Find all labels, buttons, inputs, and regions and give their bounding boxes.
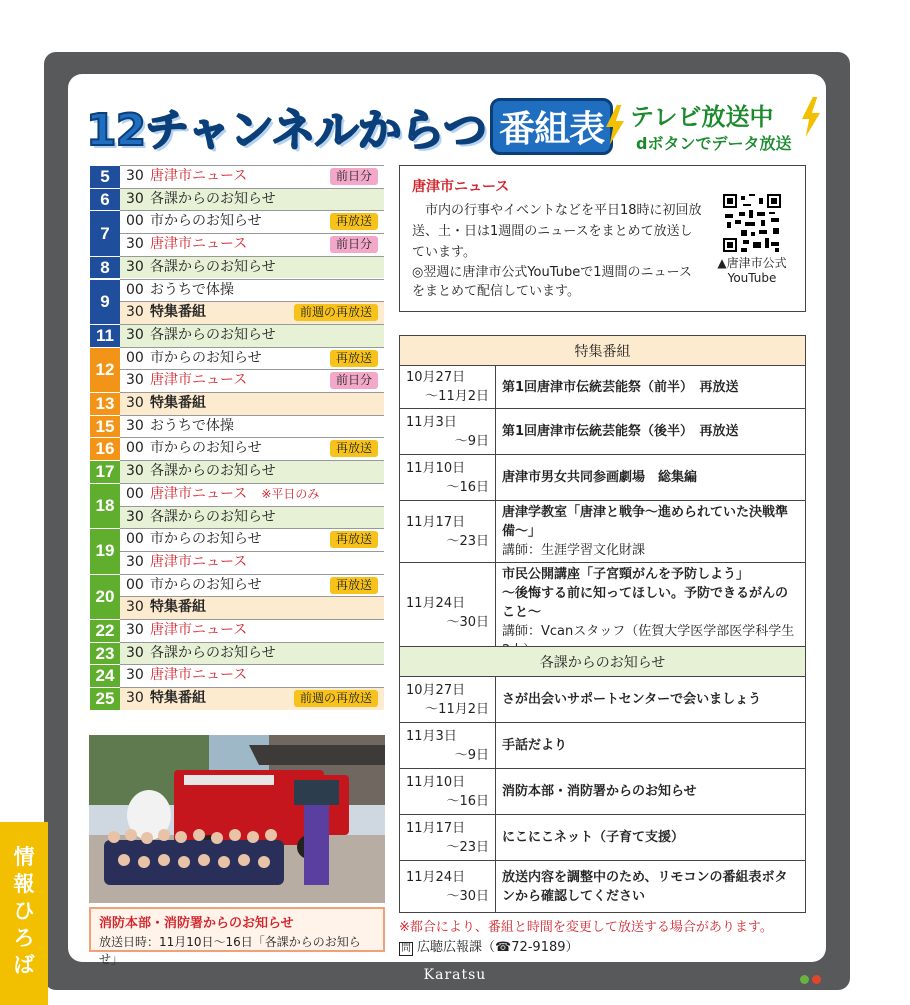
- schedule-slot: [120, 347, 384, 370]
- slot-tag-badge: 前日分: [330, 236, 378, 253]
- program-cell: [496, 409, 806, 455]
- schedule-slot: [120, 551, 384, 574]
- notice-cell: [496, 861, 806, 913]
- slot-minute: 30: [126, 168, 144, 184]
- slot-minute: 30: [126, 417, 144, 434]
- schedule-hour: 23: [90, 642, 120, 665]
- slot-minute: 30: [126, 644, 144, 661]
- slot-note: ※平日のみ: [261, 486, 320, 501]
- schedule-hour: 9: [90, 279, 120, 324]
- section-tab[interactable]: [0, 822, 48, 1005]
- schedule-slot: [120, 664, 384, 687]
- date-end: ～16日: [446, 793, 489, 809]
- red-dot-icon: [812, 975, 821, 984]
- schedule-hour: 11: [90, 324, 120, 347]
- slot-minute: 30: [126, 326, 144, 343]
- date-start: 11月24日: [406, 869, 466, 885]
- special-row: [400, 409, 806, 455]
- green-dot-icon: [800, 975, 809, 984]
- slot-tag-badge: 再放送: [330, 213, 378, 230]
- title-main: 12チャンネルからつ: [86, 105, 487, 156]
- schedule-hour: 7: [90, 210, 120, 255]
- date-end: ～9日: [454, 433, 489, 449]
- slot-program: 各課からのお知らせ: [150, 508, 276, 525]
- schedule-hour: 17: [90, 460, 120, 483]
- photo-caption-title: 消防本部・消防署からのお知らせ: [99, 916, 294, 931]
- notice-title: 消防本部・消防署からのお知らせ: [502, 784, 697, 799]
- slot-tag-badge: 再放送: [330, 577, 378, 594]
- slot-minute: 30: [126, 508, 144, 525]
- program-title: 市民公開講座「子宮頸がんを予防しよう」: [502, 567, 750, 582]
- fire-truck-photo: [89, 735, 385, 903]
- schedule-slot: [120, 210, 384, 233]
- date-start: 11月10日: [406, 460, 466, 476]
- date-end: ～23日: [446, 839, 489, 855]
- slot-program: 市からのお知らせ: [150, 349, 262, 366]
- slot-minute: 30: [126, 463, 144, 480]
- date-cell: [400, 769, 496, 815]
- schedule-slot: [120, 574, 384, 597]
- schedule-hour: 13: [90, 392, 120, 415]
- slot-program: 唐津市ニュース: [150, 622, 248, 638]
- date-end: ～11月2日: [425, 389, 489, 404]
- slot-program: 市からのお知らせ: [150, 440, 262, 457]
- date-start: 11月3日: [406, 414, 457, 430]
- slot-tag-badge: 前週の再放送: [294, 304, 378, 321]
- date-start: 11月17日: [406, 820, 466, 836]
- program-title: 第1回唐津市伝統芸能祭（後半） 再放送: [502, 424, 739, 439]
- slot-minute: 00: [126, 213, 144, 230]
- schedule-hour: 24: [90, 664, 120, 687]
- schedule-hour: 22: [90, 619, 120, 642]
- slot-minute: 30: [126, 372, 144, 389]
- date-start: 11月17日: [406, 514, 466, 530]
- date-start: 10月27日: [406, 370, 466, 385]
- notice-title: にこにこネット（子育て支援）: [502, 830, 685, 845]
- dept-table-header: 各課からのお知らせ: [400, 647, 806, 677]
- date-start: 11月24日: [406, 595, 466, 611]
- slot-program: おうちで体操: [150, 281, 234, 298]
- qr-caption: ▲唐津市公式YouTube: [717, 256, 787, 285]
- contact-text: 広聴広報課（☎72-9189）: [417, 940, 579, 955]
- side-tab-char: ば: [13, 953, 35, 977]
- date-end: ～23日: [446, 533, 489, 549]
- schedule-slot: [120, 596, 384, 619]
- date-cell: [400, 723, 496, 769]
- special-program-table: [399, 335, 806, 663]
- schedule-hour: 25: [90, 687, 120, 710]
- schedule-slot: [120, 437, 384, 460]
- slot-minute: 00: [126, 281, 144, 298]
- schedule-hour: 18: [90, 483, 120, 528]
- schedule-slot: [120, 687, 384, 710]
- slot-minute: 30: [126, 258, 144, 275]
- schedule-hour: 15: [90, 415, 120, 438]
- slot-program: 各課からのお知らせ: [150, 644, 276, 661]
- slot-minute: 00: [126, 531, 144, 548]
- slot-program: 唐津市ニュース: [150, 553, 248, 570]
- special-row: [400, 455, 806, 501]
- slot-program: 特集番組: [150, 690, 206, 707]
- date-start: 10月27日: [406, 682, 466, 698]
- dept-row: [400, 723, 806, 769]
- slot-minute: 30: [126, 236, 144, 253]
- schedule-slot: [120, 324, 384, 347]
- date-cell: [400, 501, 496, 563]
- slot-minute: 30: [126, 395, 144, 411]
- slot-tag-badge: 再放送: [330, 350, 378, 367]
- photo-caption-body: 放送日時：11月10日～16日「各課からのお知らせ」: [99, 935, 361, 966]
- schedule-slot: [120, 483, 384, 506]
- schedule-slot: [120, 188, 384, 211]
- schedule-hour: 19: [90, 528, 120, 573]
- slot-program: 特集番組: [150, 395, 206, 411]
- slot-tag-badge: 前日分: [330, 168, 378, 185]
- schedule-slot: [120, 392, 384, 415]
- schedule-hour: 8: [90, 256, 120, 279]
- side-tab-char: ろ: [13, 926, 35, 950]
- slot-program: 市からのお知らせ: [150, 531, 262, 548]
- date-cell: [400, 409, 496, 455]
- title-boxed: 番組表: [490, 98, 613, 155]
- schedule-slot: [120, 301, 384, 324]
- notice-title: 手話だより: [502, 738, 568, 753]
- photo-caption: [89, 907, 385, 966]
- notice-title: 放送内容を調整中のため、リモコンの番組表ボタンから確認してください: [502, 869, 788, 904]
- slot-program: 唐津市ニュース: [150, 485, 248, 502]
- schedule-slot: [120, 460, 384, 483]
- slot-program: 特集番組: [150, 599, 206, 616]
- news-youtube-note: ◎翌週に唐津市公式YouTubeで1週間のニュースをまとめて配信しています。: [412, 265, 692, 299]
- program-subtitle: 講師：生涯学習文化財課: [502, 543, 646, 558]
- schedule-hour: 6: [90, 188, 120, 211]
- slot-minute: 30: [126, 690, 144, 707]
- notice-cell: [496, 769, 806, 815]
- date-cell: [400, 861, 496, 913]
- dept-row: [400, 815, 806, 861]
- notice-cell: [496, 815, 806, 861]
- date-end: ～16日: [446, 479, 489, 495]
- slot-minute: 00: [126, 349, 144, 366]
- notice-cell: [496, 677, 806, 723]
- lightning-icon: [802, 97, 820, 137]
- schedule-slot: [120, 369, 384, 392]
- program-title: 第1回唐津市伝統芸能祭（前半） 再放送: [502, 379, 739, 395]
- special-row: [400, 501, 806, 563]
- slot-program: 各課からのお知らせ: [150, 258, 276, 275]
- schedule-hour: 12: [90, 347, 120, 392]
- news-title: 唐津市ニュース: [412, 179, 510, 195]
- slot-minute: 30: [126, 599, 144, 616]
- slot-program: 市からのお知らせ: [150, 576, 262, 593]
- schedule-slot: [120, 642, 384, 665]
- news-box: [399, 165, 806, 312]
- date-end: ～30日: [446, 614, 489, 630]
- dept-row: [400, 861, 806, 913]
- slot-program: 唐津市ニュース: [150, 168, 248, 184]
- notice-cell: [496, 723, 806, 769]
- slot-minute: 30: [126, 190, 144, 207]
- date-end: ～9日: [454, 747, 489, 763]
- date-cell: [400, 815, 496, 861]
- schedule-slot: [120, 233, 384, 256]
- schedule-slot: [120, 165, 384, 188]
- slot-minute: 30: [126, 304, 144, 321]
- slot-program: おうちで体操: [150, 417, 234, 434]
- tv-badge-line2: dボタンでデータ放送: [636, 134, 792, 153]
- slot-program: 各課からのお知らせ: [150, 463, 276, 480]
- schedule-hour: 20: [90, 574, 120, 619]
- date-cell: [400, 677, 496, 723]
- lightning-icon: [606, 105, 624, 145]
- program-cell: [496, 366, 806, 409]
- slot-program: 各課からのお知らせ: [150, 190, 276, 207]
- slot-program: 唐津市ニュース: [150, 372, 248, 389]
- slot-tag-badge: 前週の再放送: [294, 690, 378, 707]
- date-cell: [400, 455, 496, 501]
- date-cell: [400, 366, 496, 409]
- schedule-change-note: ※都合により、番組と時間を変更して放送する場合があります。: [399, 920, 773, 935]
- slot-program: 唐津市ニュース: [150, 236, 248, 253]
- slot-minute: 30: [126, 553, 144, 570]
- special-table-header: 特集番組: [400, 336, 806, 366]
- schedule-hour: 5: [90, 165, 120, 188]
- news-body: 市内の行事やイベントなどを平日18時に初回放送、土・日は1週間のニュースをまとめて放送しています。: [412, 203, 702, 260]
- schedule-slot: [120, 619, 384, 642]
- slot-program: 特集番組: [150, 304, 206, 321]
- slot-minute: 00: [126, 576, 144, 593]
- program-cell: [496, 455, 806, 501]
- fire-truck-photo-image: [89, 735, 385, 903]
- program-subtitle: ～後悔する前に知ってほしい。予防できるがんのこと～: [502, 586, 789, 620]
- slot-tag-badge: 再放送: [330, 440, 378, 457]
- slot-program: 市からのお知らせ: [150, 213, 262, 230]
- date-start: 11月10日: [406, 774, 466, 790]
- slot-program: 唐津市ニュース: [150, 667, 248, 684]
- tv-badge: [600, 95, 825, 157]
- slot-tag-badge: 再放送: [330, 531, 378, 548]
- program-lecturer: 講師：Vcanスタッフ（佐賀大学医学部医学科学生: [502, 624, 795, 639]
- department-notice-table: [399, 646, 806, 913]
- schedule-slot: [120, 415, 384, 438]
- schedule-slot: [120, 506, 384, 529]
- schedule-slot: [120, 279, 384, 302]
- date-end: ～11月2日: [425, 701, 489, 717]
- program-cell: [496, 501, 806, 563]
- qr-code-icon[interactable]: [723, 194, 781, 252]
- side-tab-char: ひ: [13, 899, 35, 923]
- slot-minute: 00: [126, 485, 144, 502]
- slot-minute: 00: [126, 440, 144, 457]
- tv-badge-line1: テレビ放送中: [630, 103, 774, 131]
- special-row: [400, 366, 806, 409]
- side-tab-char: 報: [13, 872, 35, 896]
- slot-minute: 30: [126, 622, 144, 638]
- inquiry-icon: 問: [401, 943, 411, 954]
- page-title: [86, 94, 613, 154]
- date-end: ～30日: [446, 888, 489, 904]
- notice-title: さが出会いサポートセンターで会いましょう: [502, 692, 762, 707]
- program-title: 唐津学教室「唐津と戦争～進められていた決戦準備～」: [502, 505, 789, 539]
- contact-info: [399, 936, 579, 956]
- slot-minute: 30: [126, 667, 144, 684]
- schedule-slot: [120, 528, 384, 551]
- program-title: 唐津市男女共同参画劇場 総集編: [502, 470, 698, 485]
- side-tab-char: 情: [13, 845, 35, 869]
- schedule-slot: [120, 256, 384, 279]
- slot-tag-badge: 前日分: [330, 372, 378, 389]
- slot-program: 各課からのお知らせ: [150, 326, 276, 343]
- footer-brand: Karatsu: [423, 967, 487, 983]
- date-start: 11月3日: [406, 728, 457, 744]
- dept-row: [400, 677, 806, 723]
- dept-row: [400, 769, 806, 815]
- schedule-hour: 16: [90, 437, 120, 460]
